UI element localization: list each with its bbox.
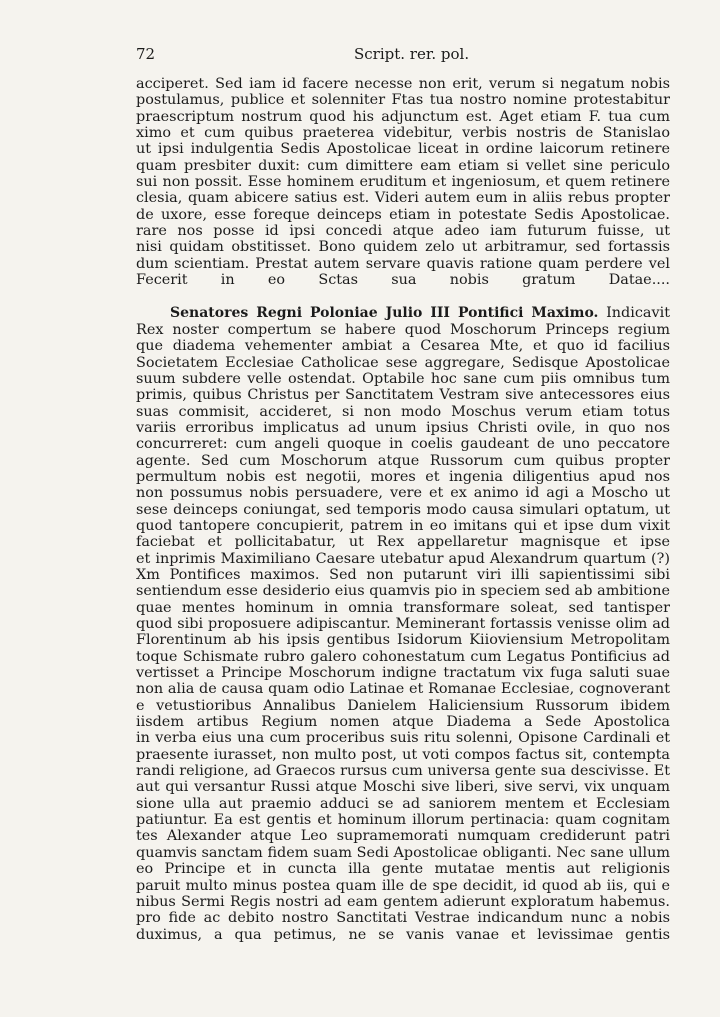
text-line: sese deinceps coniungat, sed temporis modo causa simulari optatum, ut — [136, 501, 670, 518]
text-line: sui non possit. Esse hominem eruditum et ingeniosum, et quem retinere — [136, 174, 670, 191]
text-line: vertisset a Principe Moschorum indigne tractatum vix fuga saluti suae — [136, 665, 670, 682]
text-line: de uxore, esse foreque deinceps etiam in potestate Sedis Apostolicae. — [136, 206, 670, 223]
text-line: nibus Sermi Regis nostri ad eam gentem adierunt exploratum habemus. — [136, 893, 670, 910]
text-line: acciperet. Sed iam id facere necesse non erit, verum si negatum nobis — [136, 76, 670, 92]
text-line: concurreret: cum angeli quoque in coelis gaudeant de uno peccatore — [136, 436, 670, 453]
paragraph-gap — [136, 288, 670, 305]
text-line: aut qui versantur Russi atque Moschi sive liberi, sive servi, vix unquam — [136, 779, 670, 796]
text-line: postulamus, publice et solenniter Ftas tua nostro nomine protestabitur — [136, 92, 670, 109]
text-line: non possumus nobis persuadere, vere et ex animo id agi a Moscho ut — [136, 485, 670, 502]
text-line: eo Principe et in cuncta illa gente mutatae mentis aut religionis — [136, 861, 670, 878]
text-line: duximus, a qua petimus, ne se vanis vanae et levissimae gentis — [136, 926, 670, 943]
text-line: primis, quibus Christus per Sanctitatem Vestram sive antecessores eius — [136, 387, 670, 404]
text-line: quod tantopere concupierit, patrem in eo imitans qui et ipse dum vixit — [136, 517, 670, 534]
text-line: suum subdere velle ostendat. Optabile hoc sane cum piis omnibus tum — [136, 370, 670, 387]
text-line: dum scientiam. Prestat autem servare quavis ratione quam perdere vel — [136, 255, 670, 272]
page-header — [136, 44, 670, 64]
text-line: praesente iurasset, non multo post, ut voti compos factus sit, contempta — [136, 746, 670, 763]
paragraph-2 — [136, 305, 670, 942]
letter-heading: Senatores Regni Poloniae Julio III Pontifici Maximo. — [170, 305, 599, 322]
text-line: paruit multo minus postea quam ille de spe decidit, id quod ab iis, qui e — [136, 877, 670, 894]
text-line: agente. Sed cum Moschorum atque Russorum cum quibus propter — [136, 452, 670, 469]
text-line: tes Alexander atque Leo supramemorati numquam crediderunt patri — [136, 828, 670, 845]
text-line: non alia de causa quam odio Latinae et Romanae Ecclesiae, cognoverant — [136, 681, 670, 698]
text-line: variis erroribus implicatus ad unum ipsius Christi ovile, in quo nos — [136, 419, 670, 436]
text-line: quam presbiter duxit: cum dimittere eam etiam si vellet sine periculo — [136, 157, 670, 174]
text-line: Florentinum ab his ipsis gentibus Isidorum Kiioviensium Metropolitam — [136, 632, 670, 649]
text-line: permultum nobis est negotii, mores et ingenia diligentius apud nos — [136, 468, 670, 485]
letter-opening: Indicavit — [606, 305, 670, 322]
text-line: toque Schismate rubro galero cohonestatum cum Legatus Pontificius ad — [136, 648, 670, 665]
text-line: nisi quidam obstitisset. Bono quidem zelo ut arbitramur, sed fortassis — [136, 239, 670, 256]
text-line: quamvis sanctam fidem suam Sedi Apostolicae obliganti. Nec sane ullum — [136, 844, 670, 861]
text-line: e vetustioribus Annalibus Danielem Haliciensium Russorum ibidem — [136, 697, 670, 714]
text-line: Xm Pontifices maximos. Sed non putarunt viri illi sapientissimi sibi — [136, 566, 670, 583]
text-line: rare nos posse id ipsi concedi atque adeo iam futurum fuisse, ut — [136, 223, 670, 240]
text-line: quod sibi proposuere adipiscantur. Meminerant fortassis venisse olim ad — [136, 616, 670, 632]
text-line: Societatem Ecclesiae Catholicae sese aggregare, Sedisque Apostolicae — [136, 354, 670, 371]
text-line: faciebat et pollicitabatur, ut Rex appellaretur magnisque et ipse — [136, 534, 670, 551]
page-number: 72 — [136, 45, 156, 63]
page-body — [136, 76, 670, 943]
text-line: Rex noster compertum se habere quod Moschorum Princeps regium — [136, 321, 670, 338]
text-line: quae mentes hominum in omnia transformare soleat, sed tantisper — [136, 599, 670, 616]
text-line: sentiendum esse desiderio eius quamvis pio in speciem sed ab ambitione — [136, 583, 670, 600]
text-line: que diadema vehementer ambiat a Cesarea Mte, et quo id facilius — [136, 338, 670, 355]
text-line: et inprimis Maximiliano Caesare utebatur apud Alexandrum quartum (?) — [136, 550, 670, 567]
text-line: Fecerit in eo Sctas sua nobis gratum Datae.... — [136, 272, 670, 289]
text-line: clesia, quam abicere satius est. Videri autem eum in aliis rebus propter — [136, 190, 670, 207]
text-line: pro fide ac debito nostro Sanctitati Vestrae indicandum nunc a nobis — [136, 910, 670, 927]
text-line: iisdem artibus Regium nomen atque Diadema a Sede Apostolica — [136, 714, 670, 731]
paragraph-1 — [136, 76, 670, 288]
text-line: randi religione, ad Graecos rursus cum universa gente sua descivisse. Et — [136, 763, 670, 780]
text-line: in verba eius una cum proceribus suis ritu solenni, Opisone Cardinali et — [136, 730, 670, 747]
text-line: ximo et cum quibus praeterea videbitur, verbis nostris de Stanislao — [136, 125, 670, 142]
text-line: praescriptum nostrum quod his adjunctum est. Aget etiam F. tua cum — [136, 108, 670, 125]
running-head: Script. rer. pol. — [354, 45, 470, 63]
text-line: sione ulla aut praemio adduci se ad saniorem mentem et Ecclesiam — [136, 795, 670, 812]
text-line: patiuntur. Ea est gentis et hominum illorum pertinacia: quam cognitam — [136, 812, 670, 829]
paragraph-2-first-line — [136, 305, 670, 321]
text-line: suas commisit, accideret, si non modo Moschus verum etiam totus — [136, 403, 670, 420]
text-line: ut ipsi indulgentia Sedis Apostolicae liceat in ordine laicorum retinere — [136, 141, 670, 158]
